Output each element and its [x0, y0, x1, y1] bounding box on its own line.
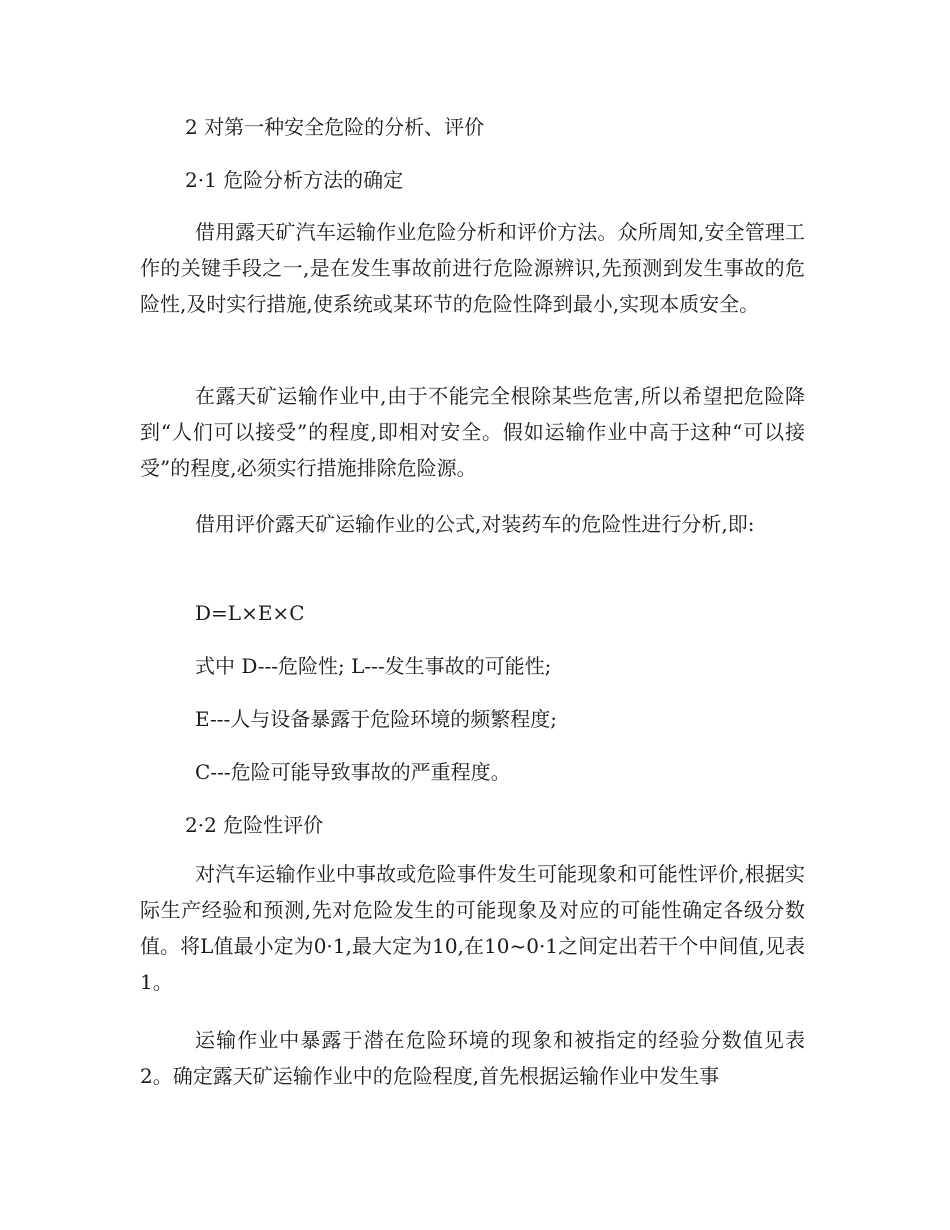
- subsection-heading-2-1: 2·1 危险分析方法的确定: [185, 168, 404, 192]
- formula: D=L×E×C: [195, 601, 305, 625]
- paragraph-formula-intro: 借用评价露天矿运输作业的公式,对装药车的危险性进行分析,即:: [195, 512, 755, 536]
- definition-d-l: 式中 D---危险性; L---发生事故的可能性;: [195, 654, 552, 678]
- subsection-heading-2-2: 2·2 危险性评价: [185, 813, 324, 837]
- paragraph-exposure-scores: 运输作业中暴露于潜在危险环境的现象和被指定的经验分数值见表2。确定露天矿运输作业中的危险程度,首先根据运输作业中发生事: [140, 1028, 805, 1088]
- section-heading: 2 对第一种安全危险的分析、评价: [185, 115, 485, 139]
- paragraph-acceptable-risk: 在露天矿运输作业中,由于不能完全根除某些危害,所以希望把危险降到“人们可以接受”的程度,即相对安全。假如运输作业中高于这种“可以接受”的程度,必须实行措施排除危险源。: [140, 384, 805, 480]
- definition-e: E---人与设备暴露于危险环境的频繁程度;: [195, 707, 557, 731]
- paragraph-likelihood-scores: 对汽车运输作业中事故或危险事件发生可能现象和可能性评价,根据实际生产经验和预测,先对危险发生的可能现象及对应的可能性确定各级分数值。将L值最小定为0·1,最大定为10,在10~0·1之间定出若干个中间值,见表1。: [140, 862, 805, 994]
- definition-c: C---危险可能导致事故的严重程度。: [195, 760, 511, 784]
- paragraph-method: 借用露天矿汽车运输作业危险分析和评价方法。众所周知,安全管理工作的关键手段之一,是在发生事故前进行危险源辨识,先预测到发生事故的危险性,及时实行措施,使系统或某环节的危险性降到最小,实现本质安全。: [140, 220, 805, 316]
